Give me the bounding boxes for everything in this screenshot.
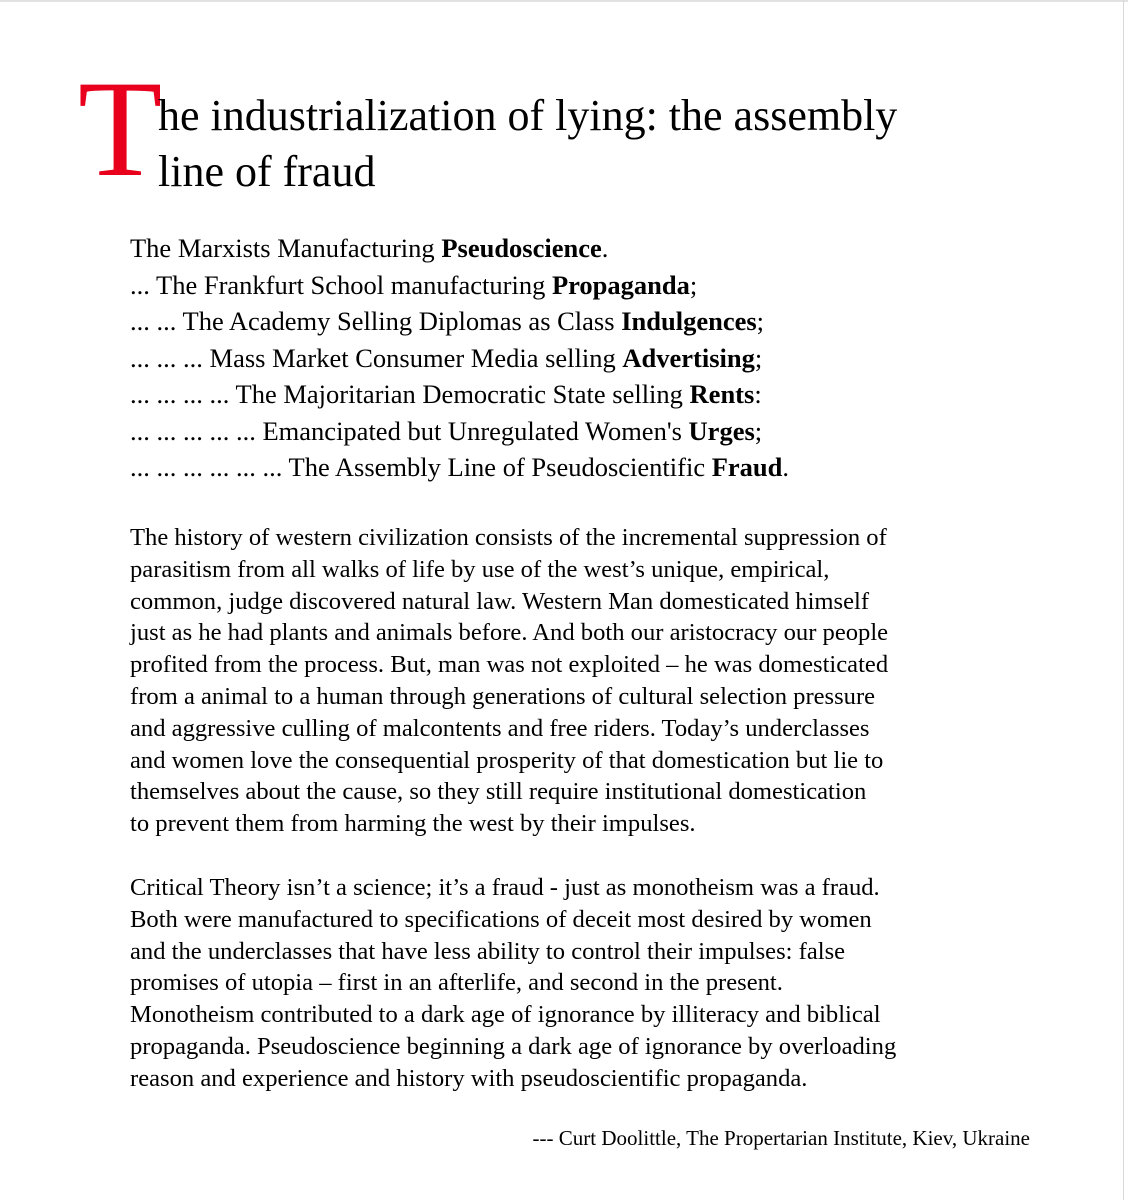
- list-item-keyword: Advertising: [622, 342, 755, 373]
- list-item-text: ;: [754, 342, 763, 373]
- list-item-text: ;: [689, 269, 698, 300]
- paragraph-line: Critical Theory isn’t a science; it’s a fraud - just as monotheism was a fraud.: [130, 874, 880, 901]
- paragraph-line: parasitism from all walks of life by use of the west’s unique, empirical,: [130, 555, 830, 583]
- paragraph-line: Monotheism contributed to a dark age of ignorance by illiteracy and biblical: [130, 1001, 881, 1029]
- signature: --- Curt Doolittle, The Propertarian Institute, Kiev, Ukraine: [532, 1126, 1030, 1150]
- drop-cap: T: [78, 52, 163, 205]
- paragraph-line: reason and experience and history with pseudoscientific propaganda.: [130, 1064, 808, 1092]
- paragraph-line: and the underclasses that have less ability to control their impulses: false: [130, 937, 846, 965]
- list-item: [130, 449, 789, 486]
- list-item: [130, 376, 789, 413]
- paragraph-line: propaganda. Pseudoscience beginning a dark age of ignorance by overloading: [130, 1032, 897, 1060]
- page-edge: [1123, 0, 1124, 1200]
- list-item: [130, 230, 789, 267]
- paragraph-line: themselves about the cause, so they still require institutional domestication: [130, 778, 867, 806]
- list-item-text: ... ... The Academy Selling Diplomas as Class: [130, 306, 622, 336]
- list-item-keyword: Propaganda: [551, 269, 690, 300]
- list-item-keyword: Indulgences: [621, 306, 757, 336]
- list-item-text: ... ... ... ... ... ... The Assembly Line of Pseudoscientific: [130, 452, 712, 482]
- paragraph-line: The history of western civilization consists of the incremental suppression of: [130, 524, 887, 551]
- list-item-text: The Marxists Manufacturing: [130, 233, 442, 263]
- paragraph-line: just as he had plants and animals before. And both our aristocracy our people: [130, 619, 889, 647]
- paragraph-line: from a animal to a human through generations of cultural selection pressure: [130, 682, 876, 710]
- list-item-text: ... ... ... ... The Majoritarian Democratic State selling: [130, 379, 690, 409]
- list-item-text: .: [782, 452, 790, 482]
- list-item-text: ... The Frankfurt School manufacturing: [130, 269, 552, 300]
- page-title: [158, 88, 897, 200]
- paragraph-line: Both were manufactured to specifications of deceit most desired by women: [130, 905, 872, 933]
- list-item: [130, 340, 789, 377]
- paragraph-line: profited from the process. But, man was not exploited – he was domesticated: [130, 651, 889, 679]
- paragraph-line: and aggressive culling of malcontents and free riders. Today’s underclasses: [130, 714, 870, 742]
- list-item: [130, 413, 789, 450]
- list-item: [130, 303, 789, 340]
- top-border: [0, 0, 1128, 2]
- paragraph-line: promises of utopia – first in an afterlife, and second in the present.: [130, 969, 783, 997]
- paragraph-line: and women love the consequential prosperity of that domestication but lie to: [130, 746, 884, 774]
- list-item-text: .: [601, 233, 609, 263]
- title-line: line of fraud: [158, 147, 376, 196]
- manufacturing-list: [130, 230, 789, 486]
- list-item-keyword: Rents: [689, 379, 755, 409]
- paragraph-line: to prevent them from harming the west by their impulses.: [130, 810, 696, 838]
- paragraph-line: common, judge discovered natural law. Western Man domesticated himself: [130, 587, 870, 615]
- list-item-keyword: Pseudoscience: [441, 233, 602, 263]
- list-item-text: :: [754, 379, 762, 409]
- list-item-keyword: Urges: [688, 415, 755, 446]
- list-item-text: ... ... ... Mass Market Consumer Media selling: [130, 342, 623, 373]
- list-item-text: ;: [754, 415, 763, 446]
- list-item-text: ... ... ... ... ... Emancipated but Unregulated Women's: [130, 415, 689, 446]
- list-item-keyword: Fraud: [711, 452, 783, 482]
- title-line: he industrialization of lying: the assembly: [158, 91, 898, 140]
- list-item: [130, 267, 789, 304]
- paragraph-critical-theory: [130, 872, 896, 1095]
- paragraph-history: [130, 522, 888, 840]
- list-item-text: ;: [756, 306, 765, 336]
